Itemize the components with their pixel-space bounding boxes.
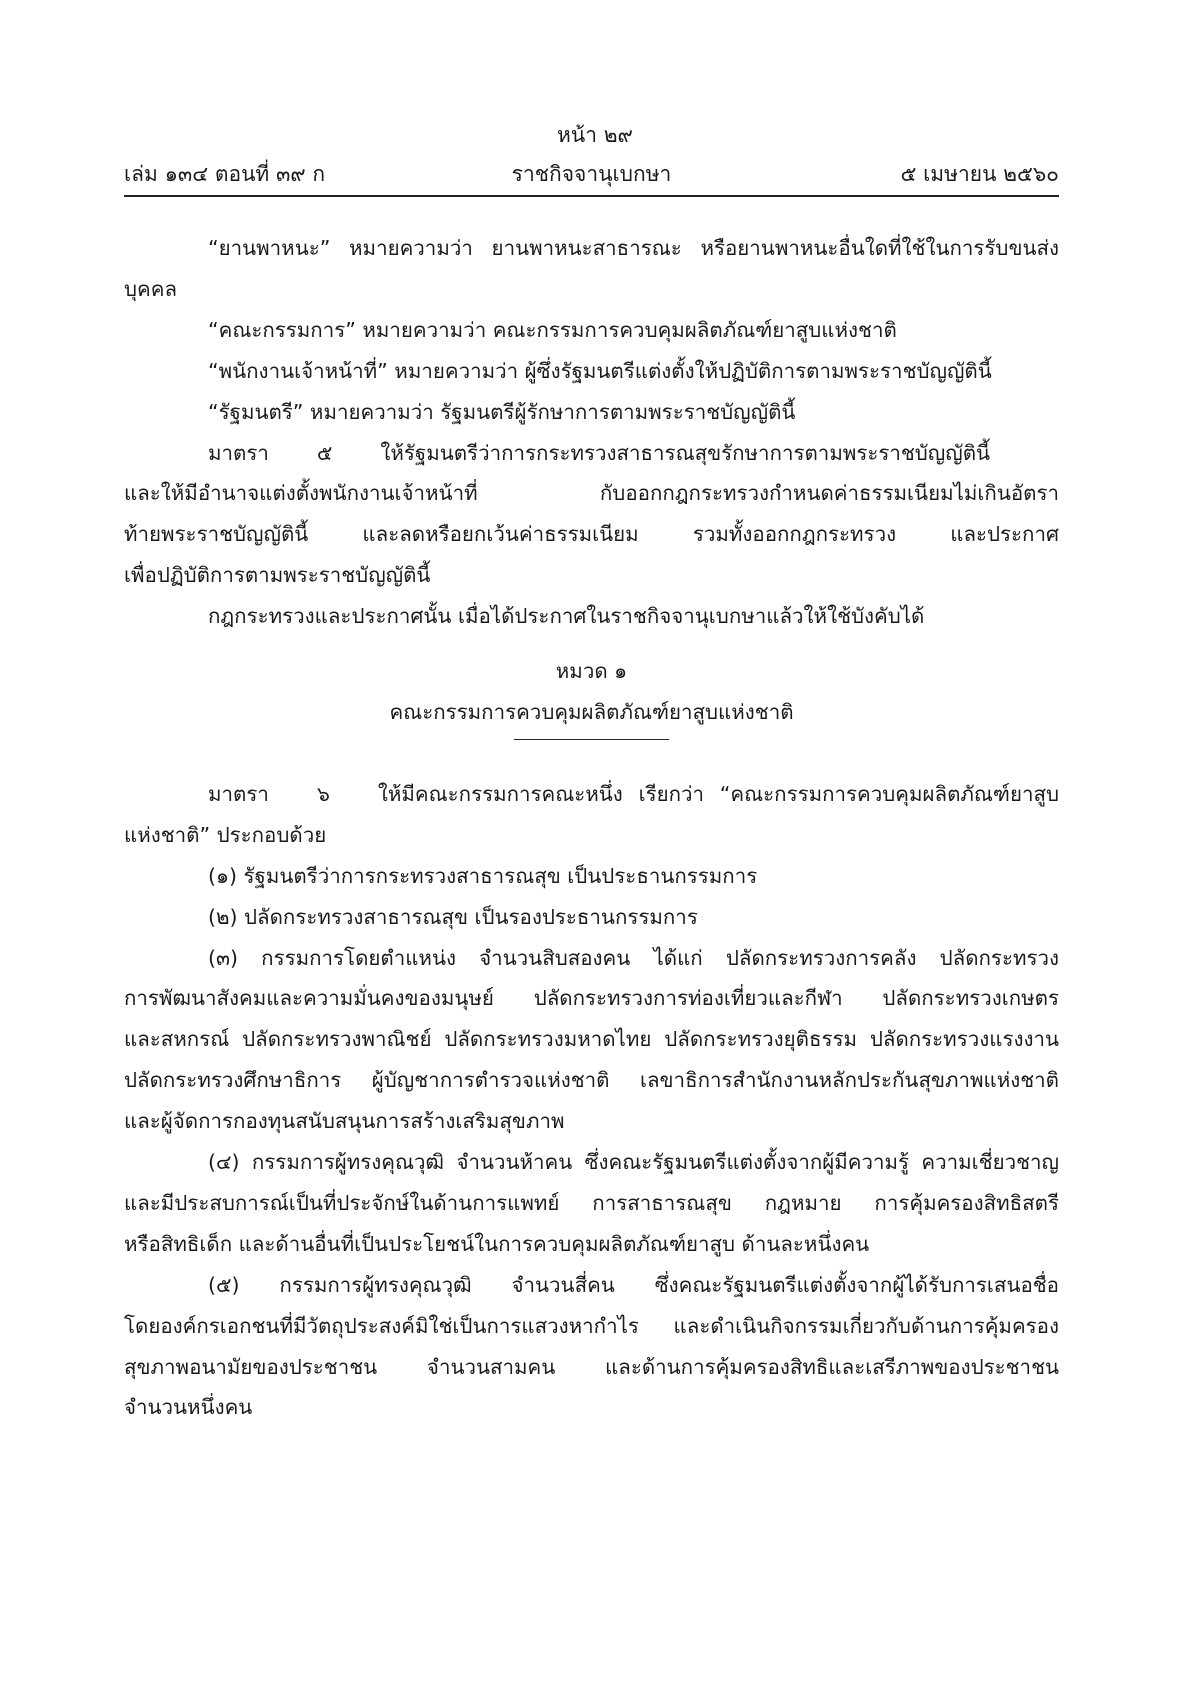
- section6-number: ๖: [316, 781, 330, 806]
- page-number: หน้า ๒๙: [557, 123, 633, 147]
- definition-officer: “พนักงานเจ้าหน้าที่” หมายความว่า ผู้ซึ่งรัฐมนตรีแต่งตั้งให้ปฏิบัติการตามพระราชบัญญัตินี้: [208, 358, 992, 383]
- section6-item4-line1: (๔) กรรมการผู้ทรงคุณวุฒิ จำนวนห้าคน ซึ่งคณะรัฐมนตรีแต่งตั้งจากผู้มีความรู้ ความเชี่ยวชาญ: [208, 1150, 1059, 1175]
- publication-date: ๕ เมษายน ๒๕๖๐: [900, 162, 1059, 186]
- chapter-number: หมวด ๑: [555, 659, 628, 684]
- section6-item3-line5: และผู้จัดการกองทุนสนับสนุนการสร้างเสริมสุขภาพ: [124, 1109, 565, 1134]
- section6-item1: (๑) รัฐมนตรีว่าการกระทรวงสาธารณสุข เป็นประธานกรรมการ: [208, 863, 758, 888]
- definition-committee: “คณะกรรมการ” หมายความว่า คณะกรรมการควบคุมผลิตภัณฑ์ยาสูบแห่งชาติ: [208, 317, 897, 342]
- definition-vehicle-line2: บุคคล: [124, 276, 178, 301]
- definition-minister: “รัฐมนตรี” หมายความว่า รัฐมนตรีผู้รักษาการตามพระราชบัญญัตินี้: [208, 399, 796, 424]
- section5-para2: กฎกระทรวงและประกาศนั้น เมื่อได้ประกาศในราชกิจจานุเบกษาแล้วให้ใช้บังคับได้: [208, 604, 925, 629]
- volume-issue: เล่ม ๑๓๔ ตอนที่ ๓๙ ก: [124, 162, 326, 186]
- section5-line2: และให้มีอำนาจแต่งตั้งพนักงานเจ้าหน้าที่ กับออกกฎกระทรวงกำหนดค่าธรรมเนียมไม่เกินอัตรา: [124, 481, 1059, 506]
- section6-line1: [124, 774, 1059, 815]
- gazette-name: ราชกิจจานุเบกษา: [511, 162, 672, 186]
- section6-item3-line2: การพัฒนาสังคมและความมั่นคงของมนุษย์ ปลัดกระทรวงการท่องเที่ยวและกีฬา ปลัดกระทรวงเกษตร: [124, 986, 1059, 1011]
- section6-item5-line1: (๕) กรรมการผู้ทรงคุณวุฒิ จำนวนสี่คน ซึ่งคณะรัฐมนตรีแต่งตั้งจากผู้ได้รับการเสนอชื่อ: [208, 1272, 1059, 1297]
- header-divider: [124, 195, 1059, 197]
- chapter-divider: [514, 739, 669, 740]
- section6-item4-line2: และมีประสบการณ์เป็นที่ประจักษ์ในด้านการแพทย์ การสาธารณสุข กฎหมาย การคุ้มครองสิทธิสตรี: [124, 1190, 1059, 1215]
- definition-vehicle-line1: “ยานพาหนะ” หมายความว่า ยานพาหนะสาธารณะ หรือยานพาหนะอื่นใดที่ใช้ในการรับขนส่ง: [208, 236, 1059, 260]
- section6-item2: (๒) ปลัดกระทรวงสาธารณสุข เป็นรองประธานกรรมการ: [208, 904, 698, 929]
- section6-item5-line4: จำนวนหนึ่งคน: [124, 1395, 253, 1420]
- section6-item3-line1: (๓) กรรมการโดยตำแหน่ง จำนวนสิบสองคน ได้แก่ ปลัดกระทรวงการคลัง ปลัดกระทรวง: [208, 945, 1059, 970]
- section6-item5-line3: สุขภาพอนามัยของประชาชน จำนวนสามคน และด้านการคุ้มครองสิทธิและเสรีภาพของประชาชน: [124, 1354, 1059, 1379]
- section6-text-1: ให้มีคณะกรรมการคณะหนึ่ง เรียกว่า “คณะกรรมการควบคุมผลิตภัณฑ์ยาสูบ: [377, 781, 1059, 806]
- section5-number: ๕: [316, 440, 333, 465]
- section5-line3: ท้ายพระราชบัญญัตินี้ และลดหรือยกเว้นค่าธรรมเนียม รวมทั้งออกกฎกระทรวง และประกาศ: [124, 522, 1059, 547]
- section5-line4: เพื่อปฏิบัติการตามพระราชบัญญัตินี้: [124, 563, 431, 588]
- chapter-title: คณะกรรมการควบคุมผลิตภัณฑ์ยาสูบแห่งชาติ: [389, 699, 794, 724]
- section5-label: มาตรา: [208, 440, 269, 465]
- section6-item3-line3: และสหกรณ์ ปลัดกระทรวงพาณิชย์ ปลัดกระทรวงมหาดไทย ปลัดกระทรวงยุติธรรม ปลัดกระทรวงแรงงาน: [124, 1027, 1059, 1052]
- section5-text-1: ให้รัฐมนตรีว่าการกระทรวงสาธารณสุขรักษาการตามพระราชบัญญัตินี้: [380, 440, 991, 465]
- section6-line2: แห่งชาติ” ประกอบด้วย: [124, 822, 327, 847]
- section6-label: มาตรา: [208, 781, 269, 806]
- section6-item3-line4: ปลัดกระทรวงศึกษาธิการ ผู้บัญชาการตำรวจแห่งชาติ เลขาธิการสำนักงานหลักประกันสุขภาพแห่งชาติ: [124, 1068, 1059, 1093]
- section5-line1: [124, 433, 1059, 474]
- document-body: [124, 228, 1059, 1428]
- section6-item5-line2: โดยองค์กรเอกชนที่มีวัตถุประสงค์มิใช่เป็นการแสวงหากำไร และดำเนินกิจกรรมเกี่ยวกับด้านการคุ้มครอง: [124, 1313, 1059, 1338]
- section6-item4-line3: หรือสิทธิเด็ก และด้านอื่นที่เป็นประโยชน์ในการควบคุมผลิตภัณฑ์ยาสูบ ด้านละหนึ่งคน: [124, 1231, 870, 1256]
- running-header: [124, 158, 1059, 190]
